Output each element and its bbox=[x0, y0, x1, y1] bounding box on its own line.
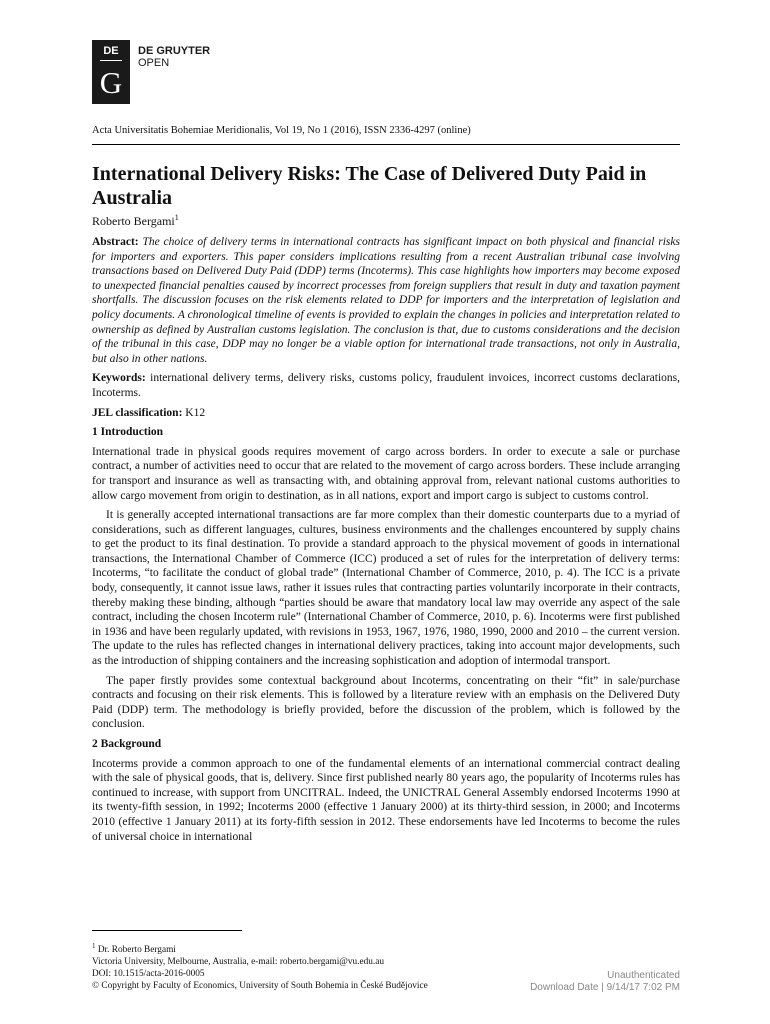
abstract bbox=[92, 235, 680, 366]
publisher-name bbox=[138, 45, 210, 69]
intro-paragraph-3: The paper firstly provides some contextual background about Incoterms, concentrating on their “fit” in sale/purchase contracts and focusing on their risk elements. This is followed by a literature review with an emphasis on the Delivered Duty Paid (DDP) term. The methodology is briefly provided, before the discussion of the problem, which is followed by the conclusion. bbox=[92, 674, 680, 731]
footnotes bbox=[92, 940, 428, 992]
intro-paragraph-2: It is generally accepted international transactions are far more complex than their domestic counterparts due to a myriad of considerations, such as different languages, cultures, business environments and the challenges encountered by supply chains to get the product to its final destination. To provide a standard approach to the physical movement of goods in international transactions, the International Chamber of Commerce (ICC) produced a set of rules for the interpretation of delivery terms: Incoterms, “to facilitate the conduct of global trade” (International Chamber of Commerce, 2010, p. 4). The ICC is a private body, consequently, it cannot issue laws, rather it issues rules that contracting parties voluntarily incorporate in their contracts, thereby making these binding, although “parties should be aware that mandatory local law may override any aspect of the sale contract, including the chosen Incoterm rule” (International Chamber of Commerce, 2010, p. 6). Incoterms were first published in 1936 and have been regularly updated, with revisions in 1953, 1967, 1976, 1980, 1990, 2000 and 2010 – the current version. The update to the rules has reflected changes in international delivery practices, taking into account major developments, such as the introduction of shipping containers and the increasing sophistication and adoption of intermodal transport. bbox=[92, 509, 680, 668]
footnote-1 bbox=[92, 940, 428, 956]
section-heading-introduction: 1 Introduction bbox=[92, 426, 164, 439]
logo-de: DE bbox=[103, 45, 119, 57]
publisher-line1: DE GRUYTER bbox=[138, 45, 211, 57]
intro-paragraph-1: International trade in physical goods requires movement of cargo across borders. In order to execute a sale or purchase contract, a number of activities need to occur that are related to the movement of cargo across borders. These include arranging for transport and insurance as well as transacting with, and obtaining approval from, relevant national customs authorities to allow cargo movement from origin to destination, as in all nations, export and import cargo is subject to customs control. bbox=[92, 445, 680, 502]
abstract-label: Abstract: bbox=[92, 236, 139, 248]
section-heading-background: 2 Background bbox=[92, 738, 162, 750]
keywords-label: Keywords: bbox=[92, 372, 146, 385]
logo-g: G bbox=[99, 65, 123, 100]
abstract-text: The choice of delivery terms in international contracts has significant impact on both physical and financial risks for importers and exporters. This paper considers implications resulting from a recent Australian tribunal case involving transactions based on Delivered Duty Paid (DDP) terms (Incoterms). This case highlights how importers may become exposed to unexpected financial penalties caused by incorrect processes from foreign suppliers that result in duty and taxation payment shortfalls. The discussion focuses on the risk elements related to DDP for importers and the interpretation of legislation and policy documents. A chronological timeline of events is provided to explain the changes in policies and interpretation related to ownership as defined by Australian customs legislation. The conclusion is that, due to customs considerations and the decision of the tribunal in this case, DDP may no longer be a viable option for international trade transactions, not only in Australia, but also in other nations. bbox=[92, 236, 680, 365]
doi: DOI: 10.1515/acta-2016-0005 bbox=[92, 969, 205, 980]
keywords-text: international delivery terms, delivery risks, customs policy, fraudulent invoices, incorrect customs declarations, Incoterms. bbox=[92, 372, 680, 399]
jel-classification bbox=[92, 406, 680, 421]
watermark-line1: Unauthenticated bbox=[607, 970, 680, 981]
main-text bbox=[92, 235, 680, 849]
copyright: © Copyright by Faculty of Economics, University of South Bohemia in České Budějovice bbox=[92, 981, 428, 992]
logo-bar bbox=[100, 60, 122, 61]
footnote-author: Dr. Roberto Bergami bbox=[97, 945, 176, 956]
background-paragraph-1: Incoterms provide a common approach to one of the fundamental elements of an international commercial contract dealing with the sale of physical goods, that is, delivery. Since first published nearly 80 years ago, the popularity of Incoterms rules has continued to increase, with support from UNCITRAL. Indeed, the UNICTRAL General Assembly endorsed Incoterms 1990 at its twenty-fifth session, in 1992; Incoterms 2000 (effective 1 January 2000) at its thirty-third session, in 2000; and Incoterms 2010 (effective 1 January 2011) at its forty-fifth session in 2012. These endorsements have led Incoterms to become the rules of universal choice in international bbox=[92, 757, 680, 843]
footnote-rule bbox=[92, 930, 242, 931]
journal-citation: Acta Universitatis Bohemiae Meridionalis, Vol 19, No 1 (2016), ISSN 2336-4297 (online) bbox=[92, 125, 471, 136]
footnote-mark: 1 bbox=[92, 942, 96, 950]
download-watermark bbox=[530, 970, 680, 994]
watermark-line2: Download Date | 9/14/17 7:02 PM bbox=[530, 982, 680, 993]
jel-label: JEL classification: bbox=[92, 406, 183, 419]
publisher-line2: OPEN bbox=[138, 57, 170, 69]
paper-title: International Delivery Risks: The Case of Delivered Duty Paid in Australia bbox=[92, 163, 647, 209]
jel-text: K12 bbox=[185, 406, 206, 419]
publisher-logo bbox=[92, 40, 130, 104]
keywords bbox=[92, 371, 680, 400]
footnote-affiliation: Victoria University, Melbourne, Australia, e-mail: roberto.bergami@vu.edu.au bbox=[92, 957, 384, 968]
header-rule bbox=[92, 144, 680, 145]
author-footnote-mark: 1 bbox=[174, 213, 179, 222]
author bbox=[92, 213, 179, 229]
author-name: Roberto Bergami bbox=[92, 214, 175, 228]
